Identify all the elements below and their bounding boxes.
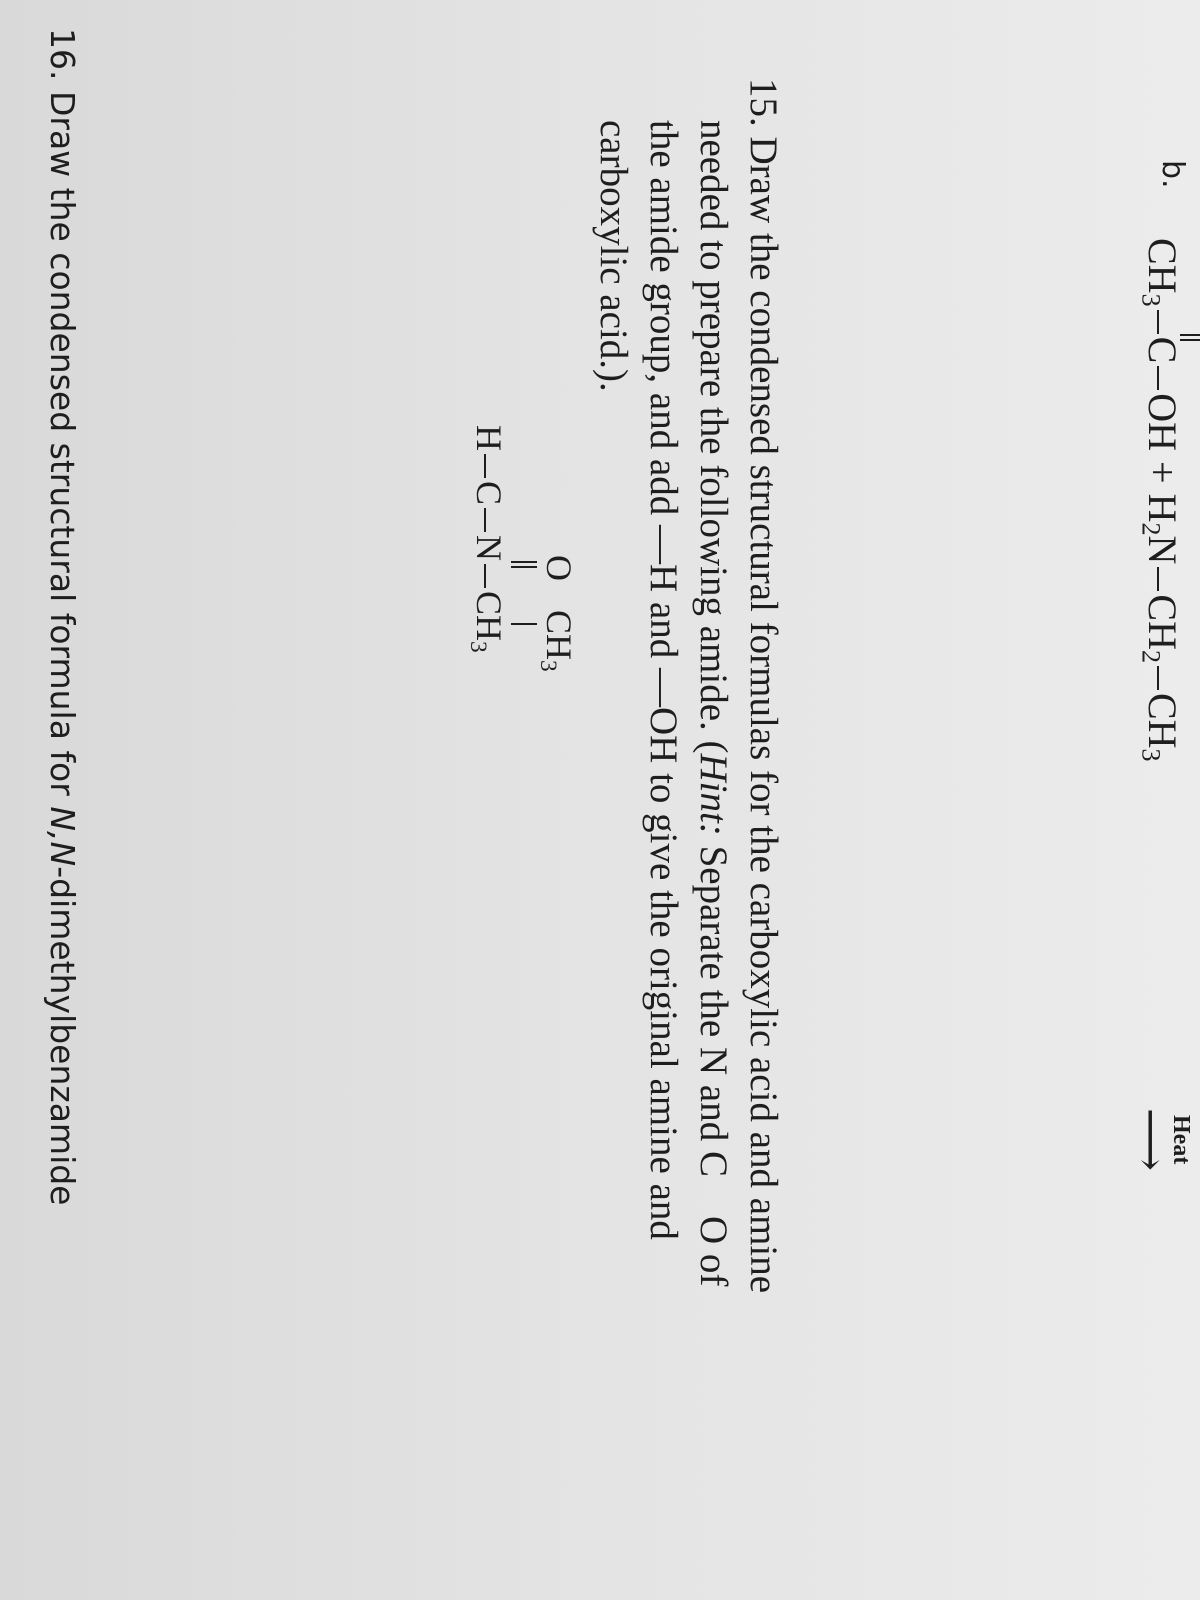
- carbonyl-double-bond: [1180, 334, 1200, 341]
- amide-carbonyl-bond: [511, 561, 537, 568]
- q15-line-2: needed to prepare the following amide. (Hint: Separate the N and C O of: [692, 120, 735, 1287]
- q15-line-3: the amide group, and add —H and —OH to give the original amine and: [642, 120, 685, 1240]
- question-16: 16. Draw the condensed structural formula for N,N-dimethylbenzamide: [43, 28, 82, 1206]
- q15-line-4: carboxylic acid.).: [592, 120, 635, 392]
- heat-label: Heat: [1168, 1115, 1194, 1165]
- reactant-acid: $CH_3COH$: [1136, 238, 1185, 452]
- q15-line-1: 15. Draw the condensed structural formulas for the carboxylic acid and amine: [742, 78, 785, 1294]
- reactant-amine: $H_2NCH_2CH_3$: [1136, 493, 1185, 762]
- amide-n-methyl-bond: [511, 623, 537, 625]
- amide-oxygen: O: [539, 555, 579, 581]
- reaction-equation: [1136, 238, 1186, 762]
- amide-main-chain: $HCNCH_3$: [465, 425, 509, 653]
- amide-n-methyl-top: $CH_3$: [535, 610, 579, 672]
- part-b-label: b.: [1155, 160, 1190, 189]
- reaction-arrow: ⟶: [1126, 1108, 1175, 1172]
- question-15: [588, 78, 788, 1293]
- plus-sign: +: [1140, 461, 1185, 494]
